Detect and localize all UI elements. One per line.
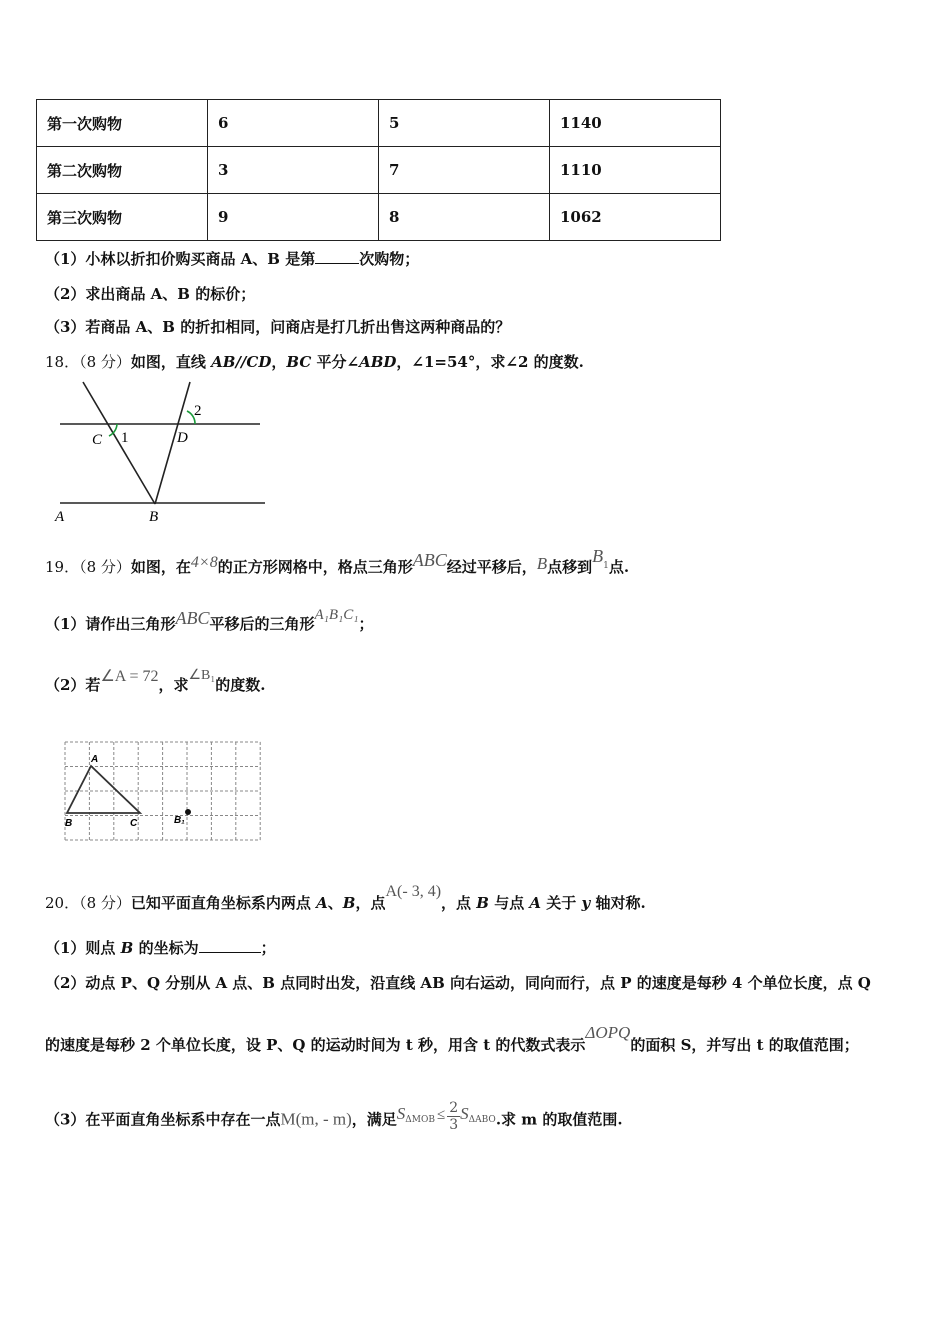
table-cell: 第一次购物 — [37, 100, 208, 147]
table-cell: 8 — [379, 194, 550, 241]
q20-part2-line1: （2）动点 P、Q 分别从 A 点、B 点同时出发，沿直线 AB 向右运动，同向而行，点 P 的速度是每秒 4 个单位长度，点 Q — [45, 974, 871, 992]
fraction-two-thirds: $\frac{2}{3}$ — [449, 1100, 459, 1133]
grid-label-b: B — [65, 818, 73, 829]
grid-label-b1: B₁ — [174, 815, 185, 826]
q17-part3: （3）若商品 A、B 的折扣相同，问商店是打几折出售这两种商品的？ — [45, 318, 511, 336]
q19-part1: （1）请作出三角形ABC平移后的三角形A₁B₁C₁； — [45, 607, 374, 633]
angle-1-arc — [109, 424, 117, 436]
q20-part2-line2: 的速度是每秒 2 个单位长度，设 P、Q 的运动时间为 t 秒，用含 t 的代数式表示ΔOPQ的面积 S，并写出 t 的取值范围； — [45, 1023, 859, 1054]
q17-part1: （1）小林以折扣价购买商品 A、B 是第 次购物； — [45, 250, 420, 268]
label-1: 1 — [121, 430, 129, 446]
table-cell: 7 — [379, 147, 550, 194]
q17-part2: （2）求出商品 A、B 的标价； — [45, 285, 256, 303]
grid-label-a: A — [91, 754, 99, 765]
label-a: A — [55, 509, 65, 525]
q20-part3: （3）在平面直角坐标系中存在一点M(m, - m)，满足$S^{\Delta MOB}$ ≤ $\frac{2}{3}$ $S^{\Delta ABO}$.求 m 的取值范围. — [45, 1100, 623, 1133]
purchase-table — [36, 99, 721, 241]
label-b: B — [149, 509, 159, 525]
q19-part2: （2）若∠A = 72，求∠B₁的度数. — [45, 668, 266, 694]
triangle-abc — [67, 766, 140, 813]
answer-blank-b — [199, 938, 261, 953]
table-cell: 9 — [208, 194, 379, 241]
grid-label-c: C — [130, 818, 138, 829]
table-cell: 1110 — [550, 147, 721, 194]
table-cell: 5 — [379, 100, 550, 147]
label-d: D — [177, 430, 188, 446]
table-cell: 1062 — [550, 194, 721, 241]
table-cell: 3 — [208, 147, 379, 194]
table-row — [37, 100, 721, 147]
table-cell: 第二次购物 — [37, 147, 208, 194]
answer-blank — [315, 249, 359, 264]
table-cell: 1140 — [550, 100, 721, 147]
q19-stem: 19．（8 分）如图，在4×8的正方形网格中，格点三角形ABC经过平移后，B点移到$B^1$点. — [45, 546, 630, 576]
table-cell: 6 — [208, 100, 379, 147]
q18-stem: 18．（8 分）如图，直线 AB//CD，BC 平分∠ABD，∠1=54°，求∠2 的度数. — [45, 353, 584, 371]
q20-stem: 20．（8 分）已知平面直角坐标系内两点 A、B，点A(- 3, 4)，点 B 与点 A 关于 y 轴对称. — [45, 883, 646, 912]
label-2: 2 — [194, 403, 202, 419]
point-b1 — [185, 809, 191, 815]
label-c: C — [92, 432, 103, 448]
q20-part1: （1）则点 B 的坐标为 ； — [45, 939, 276, 957]
table-cell: 第三次购物 — [37, 194, 208, 241]
table-row — [37, 194, 721, 241]
q19-grid-figure — [60, 737, 270, 845]
q18-figure — [45, 378, 275, 528]
table-row — [37, 147, 721, 194]
